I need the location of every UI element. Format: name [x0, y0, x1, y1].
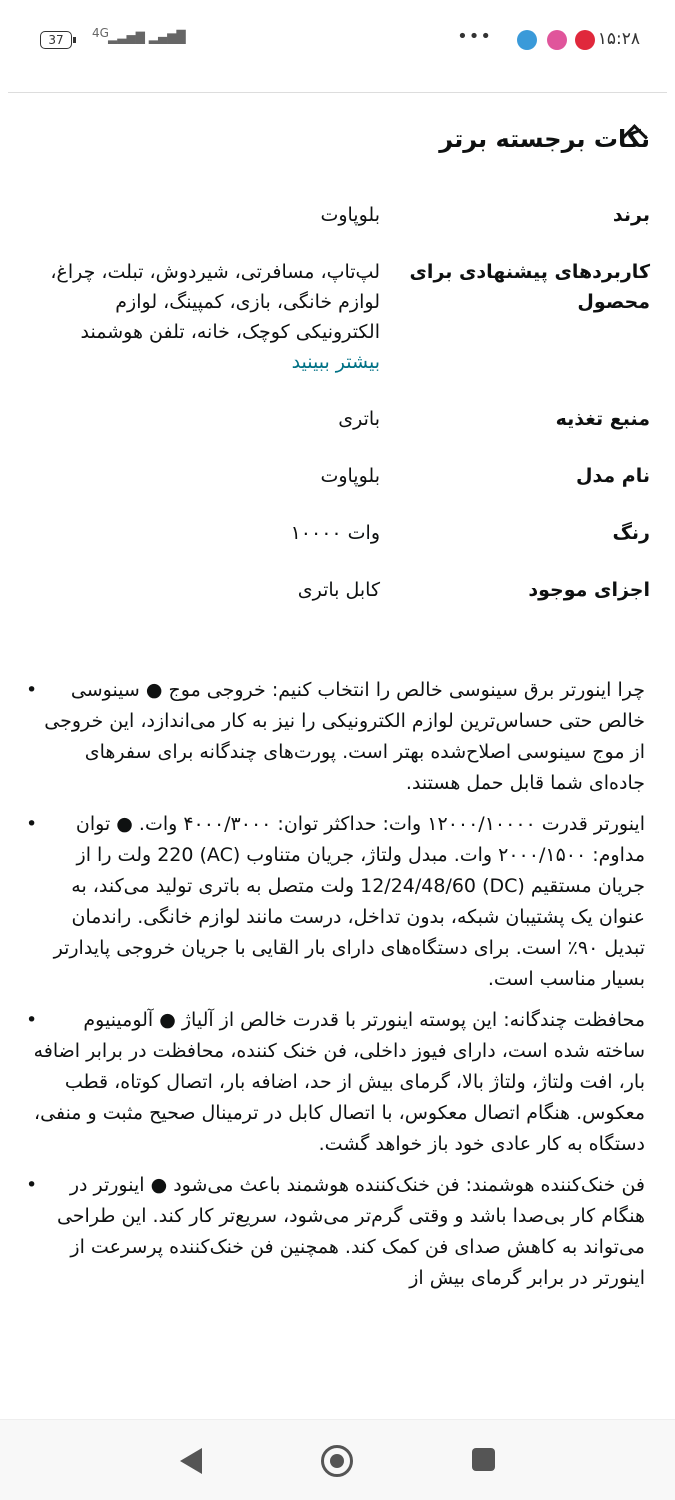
spec-key: منبع تغذیه	[555, 408, 650, 430]
spec-value: لپ‌تاپ، مسافرتی، شیردوش، تبلت، چراغ، لوازم خانگی، بازی، کمپینگ، لوازم الکترونیکی کوچک، خانه، تلفن هوشمند	[50, 261, 380, 343]
divider	[8, 92, 667, 93]
bullet-icon: •	[26, 1174, 38, 1196]
specs-table	[25, 200, 650, 632]
signal-icon: ▂▃▅▇ ▂▄▆█	[108, 30, 186, 44]
spec-row	[25, 404, 650, 434]
bullet-text: محافظت چندگانه: این پوسته اینورتر با قدرت خالص از آلیاژ ● آلومینیوم ساخته شده است، دارای فیوز داخلی، فن خنک کننده، محافظت در برابر اضافه بار، افت ولتاژ، ولتاژ بالا، گرمای بیش از حد، اضافه بار، اتصال کوتاه، قطب معکوس. هنگام اتصال معکوس، با اتصال کابل در ترمینال صحیح مثبت و منفی، دستگاه به کار عادی خود باز خواهد گشت.	[33, 1009, 645, 1155]
system-nav-bar	[0, 1419, 675, 1500]
spec-value: بلوپاوت	[320, 465, 380, 487]
spec-key: نام مدل	[575, 465, 650, 487]
spec-key: اجزای موجود	[528, 579, 650, 601]
see-more-link[interactable]: بیشتر ببینید	[291, 351, 380, 373]
app-icon	[547, 30, 567, 50]
list-item	[26, 1170, 645, 1294]
feature-bullets	[26, 675, 645, 1304]
bullet-icon: •	[26, 679, 38, 701]
list-item	[26, 809, 645, 995]
bullet-icon: •	[26, 813, 38, 835]
bullet-icon: •	[26, 1009, 38, 1031]
bullet-text: چرا اینورتر برق سینوسی خالص را انتخاب کنیم: خروجی موج ● سینوسی خالص حتی حساس‌ترین لوازم الکترونیکی را نیز به کار می‌اندازد، این خروجی از موج سینوسی اصلاح‌شده بهتر است. پورت‌های چندگانه برای سفرهای جاده‌ای شما قابل حمل هستند.	[44, 679, 645, 794]
list-item	[26, 675, 645, 799]
app-icon-red	[575, 30, 595, 50]
spec-value: کابل باتری	[297, 579, 380, 601]
spec-value: بلوپاوت	[320, 204, 380, 226]
spec-row	[25, 461, 650, 491]
clock: ۱۵:۲۸	[597, 29, 640, 49]
telegram-icon	[517, 30, 537, 50]
status-bar	[0, 0, 675, 60]
spec-key: کاربردهای پیشنهادی برای محصول	[409, 261, 650, 313]
spec-value: وات ۱۰۰۰۰	[290, 522, 380, 544]
bullet-text: فن خنک‌کننده هوشمند: فن خنک‌کننده هوشمند باعث می‌شود ● اینورتر در هنگام کار بی‌صدا باشد و وقتی گرم‌تر می‌شود، سریع‌تر کار کند. این طراحی می‌تواند به کاهش صدای فن کمک کند. همچنین فن خنک‌کننده پرسرعت از اینورتر در برابر گرمای بیش از	[56, 1174, 645, 1289]
list-item	[26, 1005, 645, 1160]
recents-icon[interactable]	[472, 1448, 495, 1471]
spec-row	[25, 200, 650, 230]
spec-value-container	[25, 257, 380, 377]
battery-indicator: 37	[40, 31, 72, 49]
section-title: نکات برجسته برتر	[439, 125, 650, 153]
spec-key: رنگ	[612, 522, 650, 544]
spec-row	[25, 518, 650, 548]
spec-row	[25, 575, 650, 605]
network-type: 4G	[92, 26, 109, 40]
spec-row	[25, 257, 650, 377]
home-icon[interactable]	[321, 1445, 353, 1477]
bullet-text: اینورتر قدرت ۱۲۰۰۰/۱۰۰۰۰ وات: حداکثر توان: ۴۰۰۰/۳۰۰۰ وات. ● توان مداوم: ۲۰۰۰/۱۵۰۰ وات. مبدل ولتاژ، جریان متناوب (AC) 220 ولت را از جریان مستقیم (DC) 12/24/48/60 ولت متصل به باتری تولید می‌کند، به عنوان یک پشتیبان شبکه، بدون تداخل، درست مانند لوازم خانگی. راندمان تبدیل ۹۰٪ است. برای دستگاه‌های دارای بار القایی با جریان خروجی پایدارتر بسیار مناسب است.	[53, 813, 645, 990]
spec-value: باتری	[338, 408, 380, 430]
more-notifications-icon: •••	[457, 26, 492, 47]
spec-key: برند	[612, 204, 650, 226]
back-icon[interactable]	[180, 1448, 202, 1474]
